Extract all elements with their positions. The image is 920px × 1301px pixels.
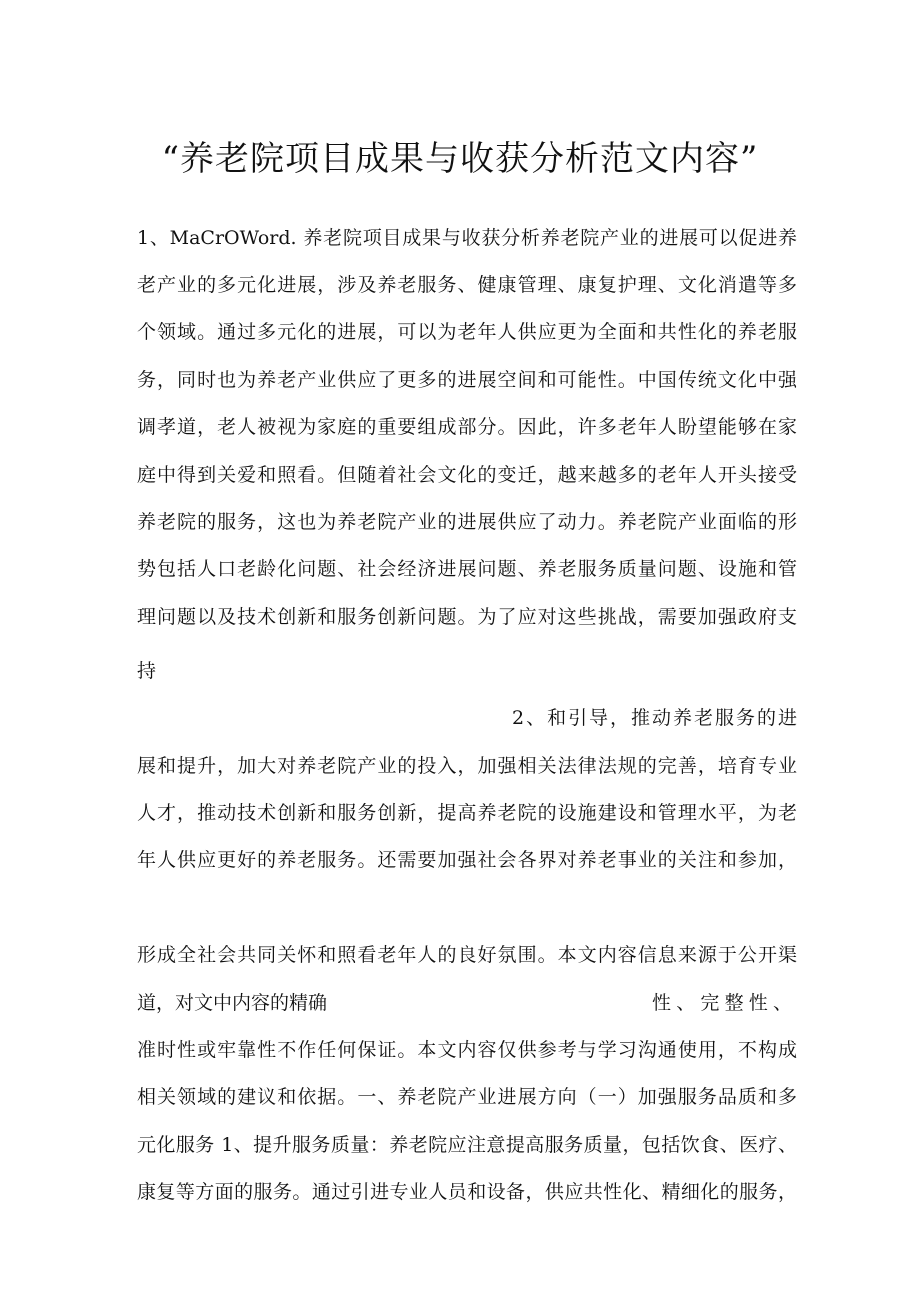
body-line: 年人供应更好的养老服务。还需要加强社会各界对养老事业的关注和参加， [137,849,797,871]
body-line: 个领域。通过多元化的进展，可以为老年人供应更为全面和共性化的养老服 [137,321,797,343]
body-line: 调孝道，老人被视为家庭的重要组成部分。因此，许多老年人盼望能够在家 [137,416,797,438]
body-line: 养老院的服务，这也为养老院产业的进展供应了动力。养老院产业面临的形 [137,511,797,533]
body-line: 形成全社会共同关怀和照看老年人的良好氛围。本文内容信息来源于公开渠 [137,944,797,966]
body-line: 准时性或牢靠性不作任何保证。本文内容仅供参考与学习沟通使用，不构成 [137,1039,797,1061]
body-line: 道，对文中内容的精确 [137,992,328,1014]
body-line: 1、MaCrOWord. 养老院项目成果与收获分析养老院产业的进展可以促进养 [137,227,797,249]
body-line: 势包括人口老龄化问题、社会经济进展问题、养老服务质量问题、设施和管 [137,558,797,580]
body-line: 理问题以及技术创新和服务创新问题。为了应对这些挑战，需要加强政府支 [137,606,797,628]
body-line: 性、完整性、 [652,992,792,1014]
body-line: 展和提升，加大对养老院产业的投入，加强相关法律法规的完善，培育专业 [137,755,797,777]
body-line: 康复等方面的服务。通过引进专业人员和设备，供应共性化、精细化的服务， [137,1181,797,1203]
body-line: 持 [137,660,157,682]
body-line: 务，同时也为养老产业供应了更多的进展空间和可能性。中国传统文化中强 [137,369,797,391]
body-line: 老产业的多元化进展，涉及养老服务、健康管理、康复护理、文化消遣等多 [137,274,797,296]
document-title: “养老院项目成果与收获分析范文内容” [161,139,759,179]
body-line: 人才，推动技术创新和服务创新，提高养老院的设施建设和管理水平，为老 [137,802,797,824]
body-line: 庭中得到关爱和照看。但随着社会文化的变迁，越来越多的老年人开头接受 [137,464,797,486]
body-line: 元化服务 1、提升服务质量：养老院应注意提高服务质量，包括饮食、医疗、 [137,1134,797,1156]
body-line: 相关领域的建议和依据。一、养老院产业进展方向（一）加强服务品质和多 [137,1086,797,1108]
body-line: 2、和引导，推动养老服务的进 [512,707,797,729]
